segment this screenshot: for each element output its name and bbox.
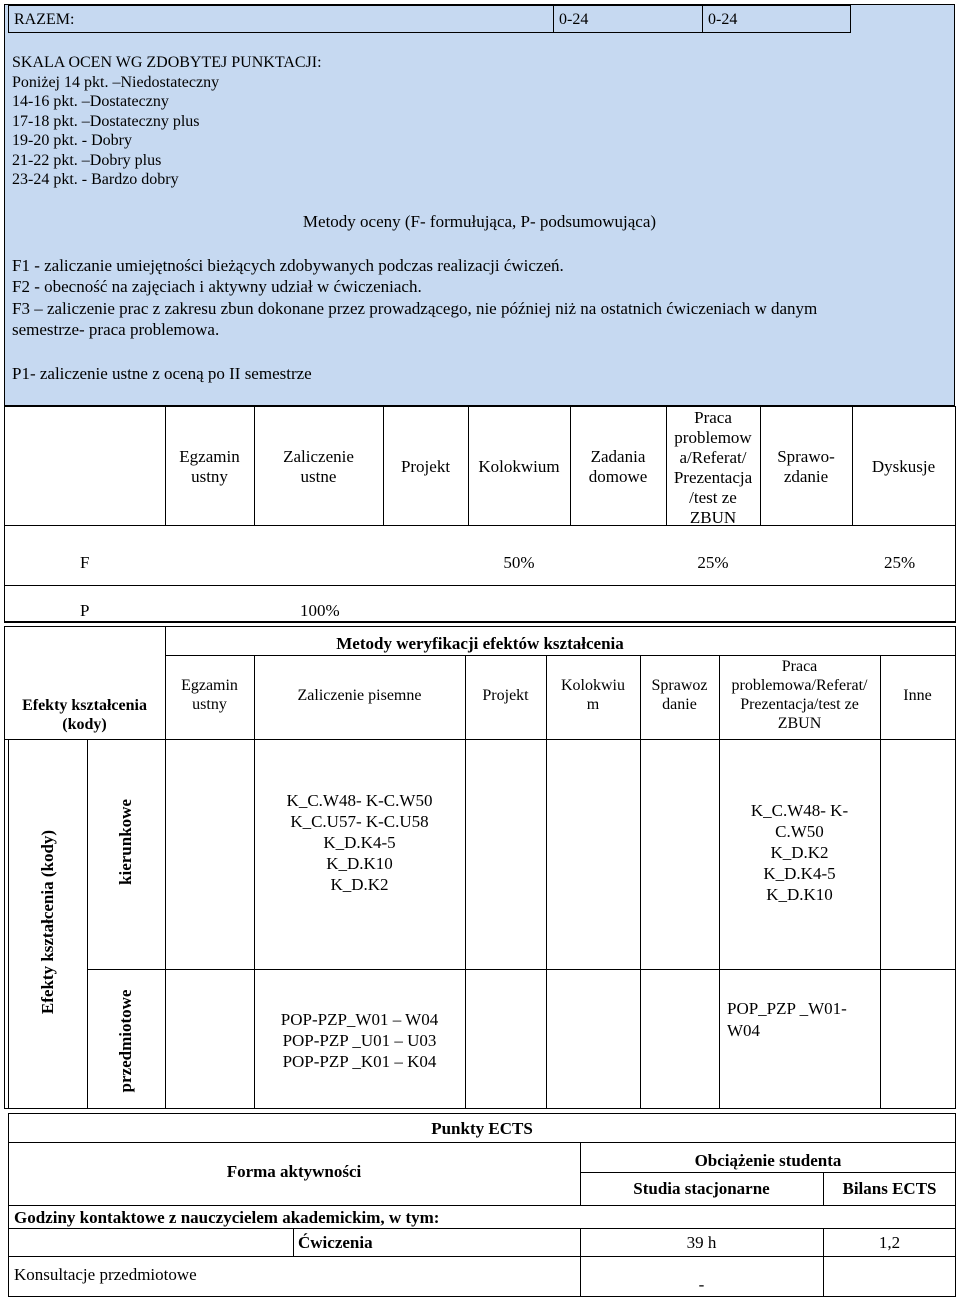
grid-header-projekt: Projekt [400,457,451,476]
ver-col-projekt: Projekt [482,687,529,704]
p-row-label: P [80,601,90,620]
konsultacje-value: - [698,1275,705,1294]
grid-header-sprawozdanie: Sprawo- zdanie [777,447,835,486]
ects-title: Punkty ECTS [431,1119,533,1138]
razem-value-1: 0-24 [559,11,589,28]
ver-col-inne: Inne [903,687,932,704]
f-row-label: F [80,553,90,572]
grading-line: 14-16 pkt. –Dostateczny [12,93,169,110]
kierunkowe-label: kierunkowe [116,799,135,885]
obciazenie-studenta: Obciążenie studenta [694,1151,842,1170]
grading-scale-title: SKALA OCEN WG ZDOBYTEJ PUNKTACJI: [12,54,322,71]
method-f2: F2 - obecność na zajęciach i aktywny udział w ćwiczeniach. [12,277,422,296]
godziny-kontaktowe: Godziny kontaktowe z nauczycielem akademickim, w tym: [14,1208,440,1227]
kierunkowe-zaliczenie-codes: K_C.W48- K-C.W50 K_C.U57- K-C.U58 K_D.K4-5 K_D.K10 K_D.K2 [286,791,433,894]
f-row-zadania: 50% [503,553,535,572]
przedmiotowe-praca-codes: POP_PZP _W01- W04 [727,999,847,1040]
ver-col-sprawozdanie: Sprawoz danie [651,677,708,713]
cwiczenia-label: Ćwiczenia [298,1233,373,1252]
efekty-header: Efekty kształcenia (kody) [22,697,147,733]
grading-line: 17-18 pkt. –Dostateczny plus [12,113,200,130]
ver-col-zaliczenie: Zaliczenie pisemne [297,687,422,704]
razem-value-2: 0-24 [708,11,738,28]
verification-title: Metody weryfikacji efektów kształcenia [336,634,624,653]
ver-col-kolokwium: Kolokwiu m [561,677,625,713]
efekty-side-label: Efekty kształcenia (kody) [38,829,57,1015]
grading-line: 23-24 pkt. - Bardzo dobry [12,171,179,188]
grid-header-kolokwium: Kolokwium [478,457,560,476]
grading-line: 21-22 pkt. –Dobry plus [12,152,162,169]
grid-header-praca: Praca problemow a/Referat/ Prezentacja /test ze ZBUN [673,408,753,527]
razem-label: RAZEM: [14,11,75,28]
grid-header-zaliczenie: Zaliczenie ustne [283,447,354,486]
konsultacje-label: Konsultacje przedmiotowe [14,1265,197,1284]
przedmiotowe-label: przedmiotowe [116,989,135,1093]
assessment-methods-title: Metody oceny (F- formułująca, P- podsumowująca) [302,212,657,231]
method-f3-cont: semestrze- praca problemowa. [12,320,220,339]
method-f1: F1 - zaliczanie umiejętności bieżących zdobywanych podczas realizacji ćwiczeń. [12,256,564,275]
cwiczenia-ects: 1,2 [878,1233,901,1252]
przedmiotowe-zaliczenie-codes: POP-PZP_W01 – W04 POP-PZP _U01 – U03 POP-PZP _K01 – K04 [280,1010,439,1071]
grid-header-egzamin: Egzamin ustny [179,447,240,486]
ver-col-praca: Praca problemowa/Referat/ Prezentacja/test ze ZBUN [731,658,868,732]
f-row-dyskusje: 25% [884,553,916,572]
p-row-zaliczenie: 100% [300,601,340,620]
kierunkowe-praca-codes: K_C.W48- K- C.W50 K_D.K2 K_D.K4-5 K_D.K10 [750,801,849,904]
studia-stacjonarne: Studia stacjonarne [633,1179,770,1198]
forma-aktywnosci: Forma aktywności [226,1162,362,1181]
grading-line: Poniżej 14 pkt. –Niedostateczny [12,74,220,91]
cwiczenia-hours: 39 h [686,1233,717,1252]
ver-col-egzamin: Egzamin ustny [181,677,238,713]
grading-line: 19-20 pkt. - Dobry [12,132,132,149]
grid-header-zadania: Zadania domowe [588,447,648,486]
method-f3: F3 – zaliczenie prac z zakresu zbun dokonane przez prowadzącego, nie później niż na ostatnich ćwiczeniach w danym [12,299,818,318]
method-p1: P1- zaliczenie ustne z oceną po II semestrze [12,364,312,383]
grid-header-dyskusje: Dyskusje [871,457,936,476]
bilans-ects: Bilans ECTS [842,1179,937,1198]
f-row-praca: 25% [697,553,729,572]
